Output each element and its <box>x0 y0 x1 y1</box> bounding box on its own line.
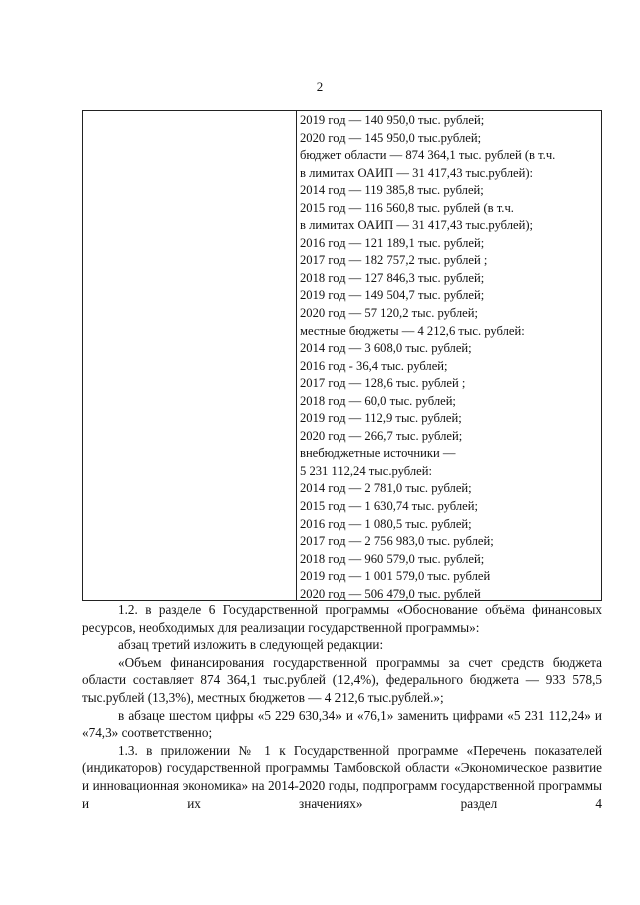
table-cell-line: 2018 год — 960 579,0 тыс. рублей; <box>300 551 485 566</box>
table-cell-line: 2017 год — 128,6 тыс. рублей ; <box>300 376 466 391</box>
page-number: 2 <box>316 79 324 94</box>
table-cell-line: 2017 год — 2 756 983,0 тыс. рублей; <box>300 534 494 549</box>
table-cell-line: бюджет области — 874 364,1 тыс. рублей (в т.ч. <box>300 148 556 163</box>
table-cell-line: 2015 год — 116 560,8 тыс. рублей (в т.ч. <box>300 200 514 215</box>
table-cell-line: 2020 год — 266,7 тыс. рублей; <box>300 428 463 443</box>
paragraph-quote-financing: «Объем финансирования государственной программы за счет средств бюджета области составляет 874 364,1 тыс.рублей (12,4%), федерального бюджета — 933 578,5 тыс.рублей (13,3%), местных бюджетов — 4 212,6 тыс.рублей.»; <box>82 654 602 705</box>
table-cell-line: 2014 год — 2 781,0 тыс. рублей; <box>300 481 472 496</box>
paragraph-abzac-tretiy: абзац третий изложить в следующей редакции: <box>118 637 384 653</box>
table-cell-line: 2018 год — 127 846,3 тыс. рублей; <box>300 270 485 285</box>
financing-table <box>82 110 602 601</box>
table-cell-line: 2017 год — 182 757,2 тыс. рублей ; <box>300 253 488 268</box>
table-right-cell <box>300 112 600 603</box>
paragraph-1-2: 1.2. в разделе 6 Государственной программы «Обоснование объёма финансовых ресурсов, необходимых для реализации государственной программы»: <box>82 602 602 635</box>
table-cell-line: в лимитах ОАИП — 31 417,43 тыс.рублей); <box>300 218 534 233</box>
document-body <box>82 601 602 812</box>
table-cell-line: 2014 год — 119 385,8 тыс. рублей; <box>300 183 484 198</box>
table-cell-line: 2020 год — 145 950,0 тыс.рублей; <box>300 130 482 145</box>
table-cell-line: 2016 год — 121 189,1 тыс. рублей; <box>300 235 485 250</box>
table-cell-line: 2019 год — 1 001 579,0 тыс. рублей <box>300 569 491 584</box>
table-cell-line: в лимитах ОАИП — 31 417,43 тыс.рублей): <box>300 165 534 180</box>
table-cell-line: местные бюджеты — 4 212,6 тыс. рублей: <box>300 323 525 338</box>
table-cell-line: 2016 год - 36,4 тыс. рублей; <box>300 358 448 373</box>
table-cell-line: 2016 год — 1 080,5 тыс. рублей; <box>300 516 472 531</box>
table-cell-line: 2020 год — 506 479,0 тыс. рублей <box>300 586 481 601</box>
paragraph-1-3: 1.3. в приложении № 1 к Государственной программе «Перечень показателей (индикаторов) государственной программы Тамбовской области «Экономическое развитие и инновационная экономика» на 2014-2020 годы, подпрограмм государственной программы и их значениях» раздел 4 <box>82 742 602 811</box>
table-cell-line: 2014 год — 3 608,0 тыс. рублей; <box>300 341 472 356</box>
table-cell-line: 2019 год — 149 504,7 тыс. рублей; <box>300 288 485 303</box>
table-cell-line: 2018 год — 60,0 тыс. рублей; <box>300 393 456 408</box>
table-cell-line: 2020 год — 57 120,2 тыс. рублей; <box>300 306 478 321</box>
table-column-divider <box>296 111 297 600</box>
table-cell-line: 2015 год — 1 630,74 тыс. рублей; <box>300 499 478 514</box>
table-cell-line: 2019 год — 112,9 тыс. рублей; <box>300 411 462 426</box>
paragraph-abzac-shestoy: в абзаце шестом цифры «5 229 630,34» и «76,1» заменить цифрами «5 231 112,24» и «74,3» соответственно; <box>82 707 602 741</box>
table-cell-line: 5 231 112,24 тыс.рублей: <box>300 463 432 478</box>
table-cell-line: внебюджетные источники — <box>300 446 456 461</box>
table-cell-line: 2019 год — 140 950,0 тыс. рублей; <box>300 113 485 127</box>
